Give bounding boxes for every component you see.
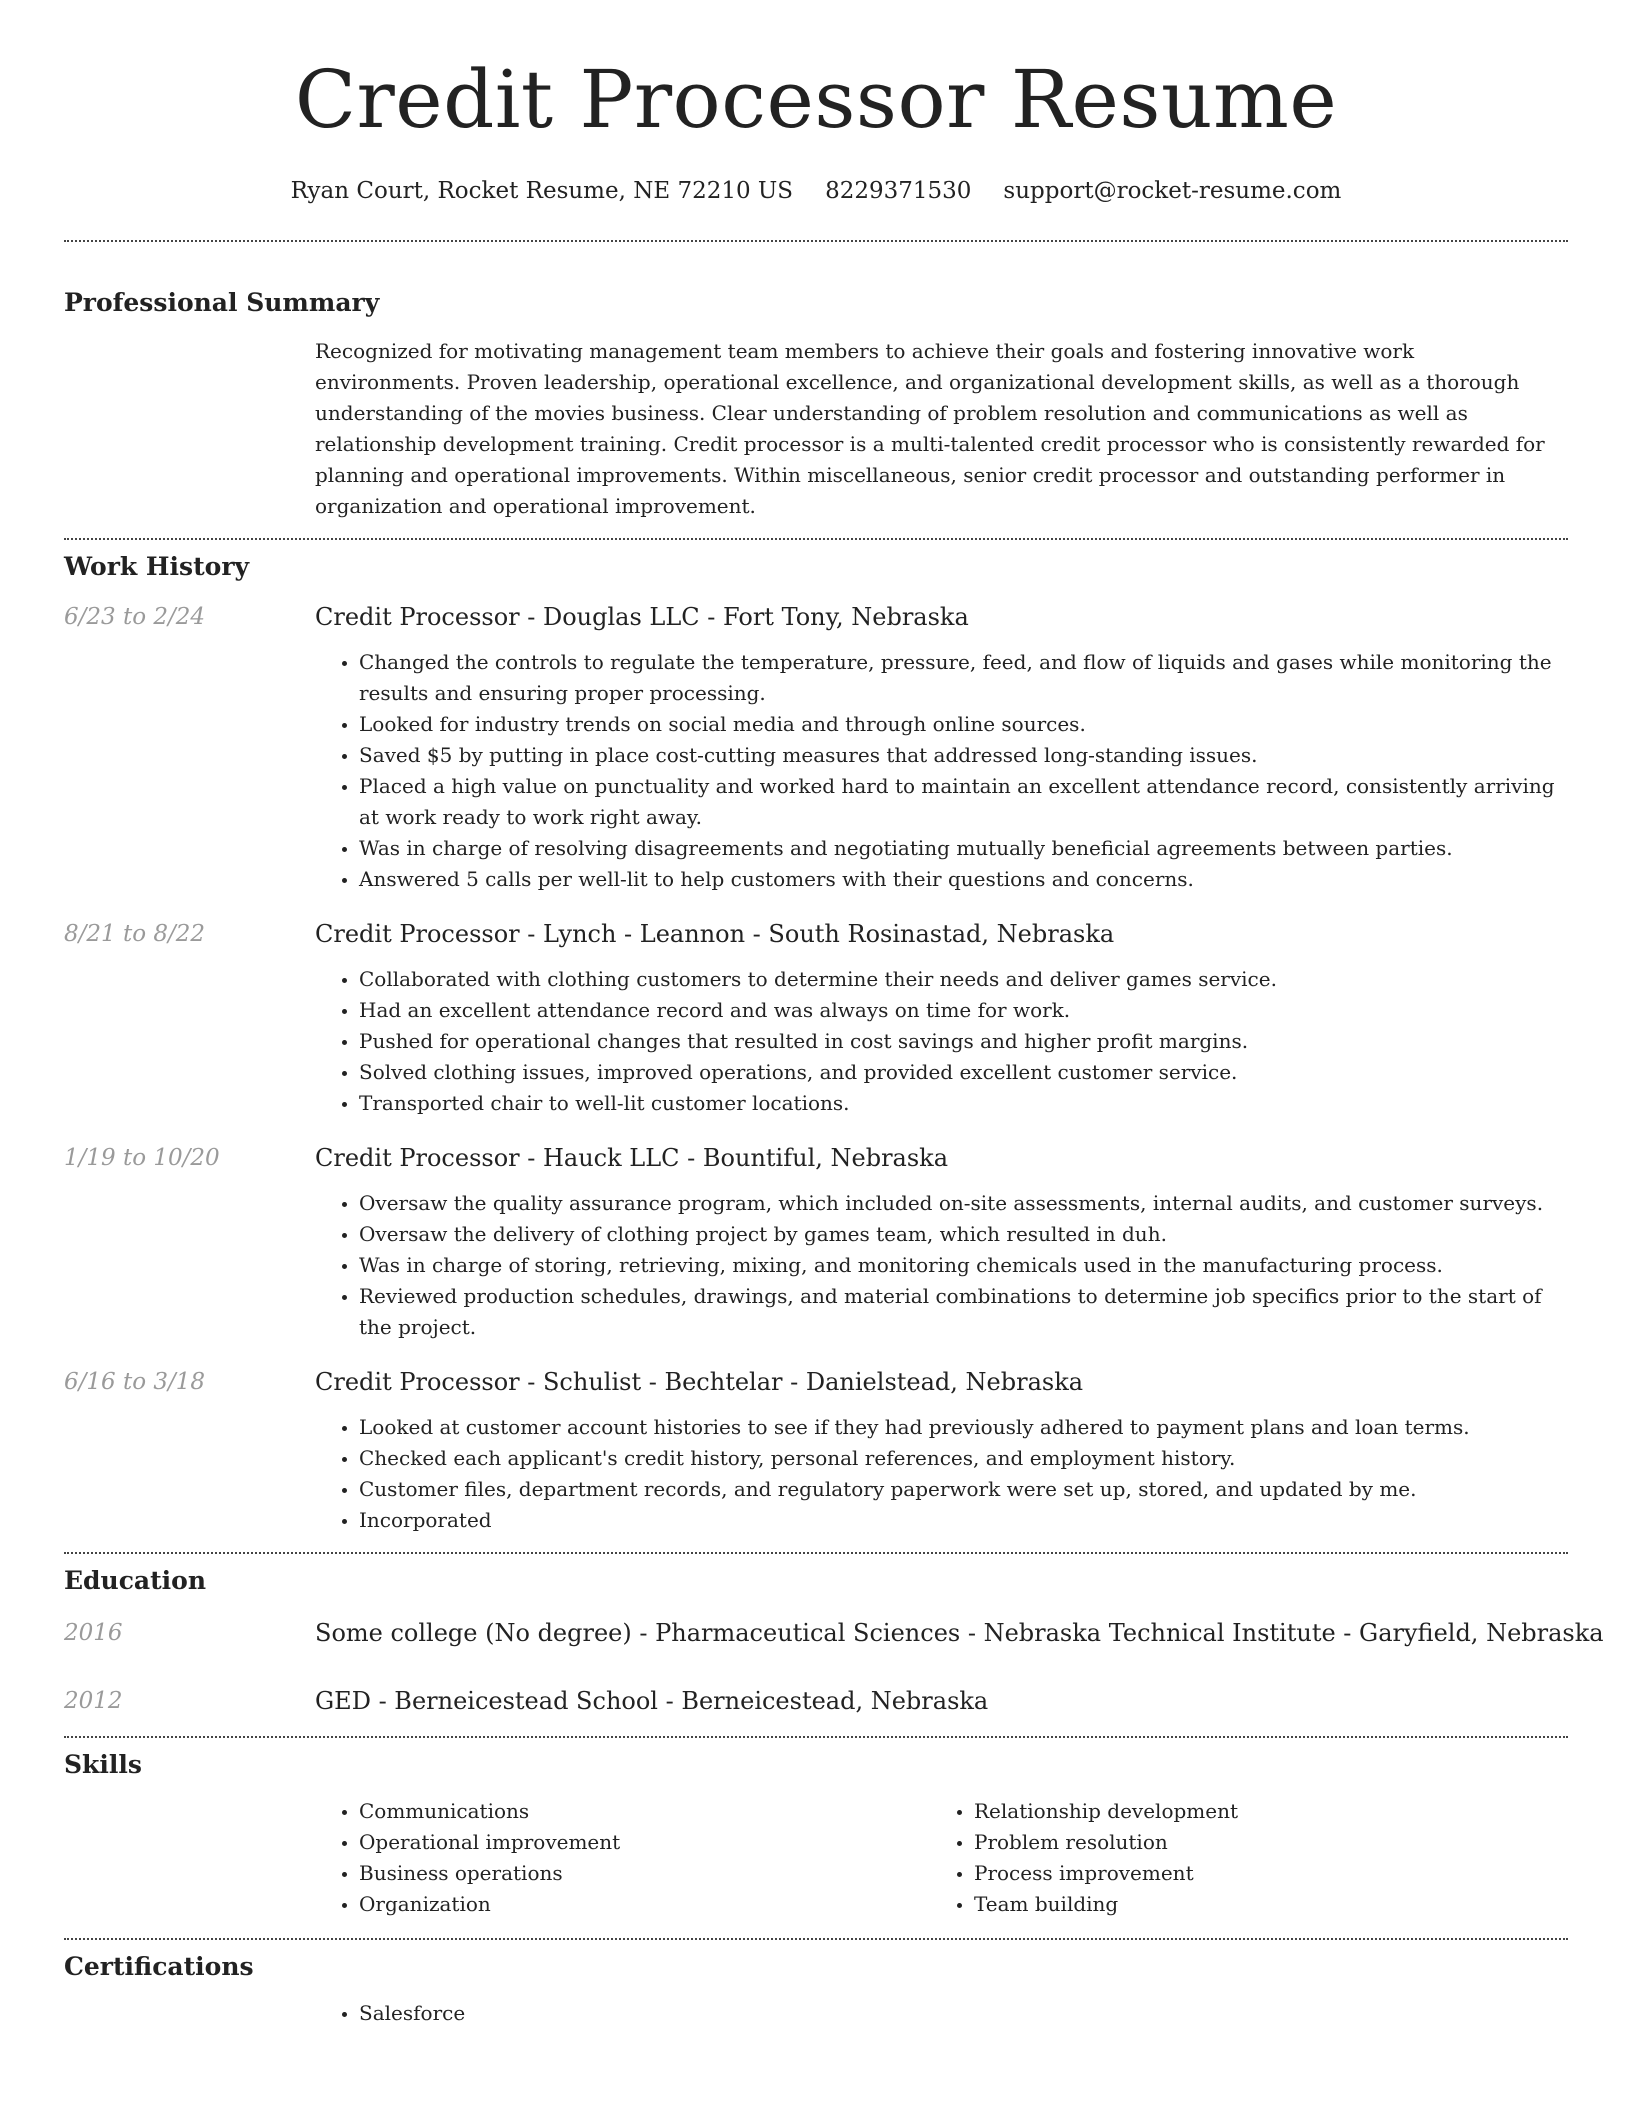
- list-item: • Looked at customer account histories to see if they had previously adhered to payment plans and loan terms.: [359, 1412, 1565, 1443]
- list-item: • Answered 5 calls per well-lit to help customers with their questions and concerns.: [359, 864, 1565, 895]
- list-item: • Placed a high value on punctuality and worked hard to maintain an excellent attendance record, consistently arriving at work ready to work right away.: [359, 771, 1565, 833]
- list-item: • Solved clothing issues, improved operations, and provided excellent customer service.: [359, 1057, 1565, 1088]
- skills-column-right: [930, 1796, 1545, 1920]
- summary-text: Recognized for motivating management team members to achieve their goals and fostering innovative work environments. Proven leadership, operational excellence, and organizational development skills, as well as a thorough understanding of the movies business. Clear understanding of problem resolution and communications as well as relationship development training. Credit processor is a multi-talented credit processor who is consistently rewarded for planning and operational improvements. Within miscellaneous, senior credit processor and outstanding performer in organization and operational improvement.: [315, 339, 1545, 518]
- section-title-skills: Skills: [64, 1750, 142, 1779]
- list-item: • Oversaw the delivery of clothing project by games team, which resulted in duh.: [359, 1219, 1565, 1250]
- certification-item: • Salesforce: [359, 1998, 1568, 2029]
- list-item: • Was in charge of resolving disagreements and negotiating mutually beneficial agreements between parties.: [359, 833, 1565, 864]
- job-dates: 6/16 to 3/18: [64, 1369, 206, 1395]
- resume-header: [64, 0, 1568, 204]
- skill-item: • Relationship development: [974, 1796, 1545, 1827]
- skill-item: • Problem resolution: [974, 1827, 1545, 1858]
- job-bullets: [315, 647, 1565, 895]
- skill-item: • Operational improvement: [359, 1827, 930, 1858]
- job-bullets: [315, 1412, 1565, 1536]
- job-bullets: [315, 964, 1565, 1119]
- skills-grid: [315, 1796, 1565, 1920]
- job-entry: [64, 915, 1568, 1119]
- skill-item: • Process improvement: [974, 1858, 1545, 1889]
- divider: [64, 1938, 1568, 1940]
- resume-title: Credit Processor Resume: [294, 53, 1338, 146]
- job-entry: [64, 1139, 1568, 1343]
- education-entry: [64, 1614, 1604, 1650]
- skill-item: • Communications: [359, 1796, 930, 1827]
- job-entry: [64, 598, 1568, 895]
- list-item: • Saved $5 by putting in place cost-cutting measures that addressed long-standing issues.: [359, 740, 1565, 771]
- list-item: • Oversaw the quality assurance program, which included on-site assessments, internal audits, and customer surveys.: [359, 1188, 1565, 1219]
- education-year: 2012: [64, 1688, 123, 1714]
- certifications-list: [315, 1998, 1568, 2029]
- education-year: 2016: [64, 1620, 123, 1646]
- skills-list: [315, 1796, 930, 1920]
- list-item: • Was in charge of storing, retrieving, mixing, and monitoring chemicals used in the manufacturing process.: [359, 1250, 1565, 1281]
- divider: [64, 240, 1568, 242]
- skill-item: • Business operations: [359, 1858, 930, 1889]
- job-title: Credit Processor - Hauck LLC - Bountiful, Nebraska: [315, 1144, 949, 1172]
- section-title-work-history: Work History: [64, 552, 250, 581]
- list-item: • Reviewed production schedules, drawings, and material combinations to determine job specifics prior to the start of the project.: [359, 1281, 1565, 1343]
- list-item: • Pushed for operational changes that resulted in cost savings and higher profit margins.: [359, 1026, 1565, 1057]
- list-item: • Checked each applicant's credit history, personal references, and employment history.: [359, 1443, 1565, 1474]
- job-title: Credit Processor - Lynch - Leannon - South Rosinastad, Nebraska: [315, 920, 1115, 948]
- job-bullets: [315, 1188, 1565, 1343]
- education-entry: [64, 1682, 1568, 1718]
- job-entry: [64, 1363, 1568, 1536]
- list-item: • Customer files, department records, and regulatory paperwork were set up, stored, and updated by me.: [359, 1474, 1565, 1505]
- skills-list: [930, 1796, 1545, 1920]
- contact-address: Ryan Court, Rocket Resume, NE 72210 US: [290, 178, 794, 204]
- list-item: • Transported chair to well-lit customer locations.: [359, 1088, 1565, 1119]
- job-dates: 1/19 to 10/20: [64, 1145, 220, 1171]
- divider: [64, 1736, 1568, 1738]
- divider: [64, 1552, 1568, 1554]
- job-title: Credit Processor - Schulist - Bechtelar - Danielstead, Nebraska: [315, 1368, 1084, 1396]
- contact-email: support@rocket-resume.com: [1003, 178, 1342, 204]
- contact-line: [64, 178, 1568, 204]
- list-item: • Had an excellent attendance record and was always on time for work.: [359, 995, 1565, 1026]
- list-item: • Changed the controls to regulate the temperature, pressure, feed, and flow of liquids and gases while monitoring the results and ensuring proper processing.: [359, 647, 1565, 709]
- divider: [64, 538, 1568, 540]
- skill-item: • Team building: [974, 1889, 1545, 1920]
- list-item: • Collaborated with clothing customers to determine their needs and deliver games service.: [359, 964, 1565, 995]
- list-item: • Incorporated: [359, 1505, 1565, 1536]
- job-dates: 8/21 to 8/22: [64, 921, 206, 947]
- list-item: • Looked for industry trends on social media and through online sources.: [359, 709, 1565, 740]
- section-title-certifications: Certifications: [64, 1952, 254, 1981]
- section-title-summary: Professional Summary: [64, 288, 380, 317]
- job-dates: 6/23 to 2/24: [64, 604, 206, 630]
- skill-item: • Organization: [359, 1889, 930, 1920]
- education-text: Some college (No degree) - Pharmaceutical Sciences - Nebraska Technical Institute - Garyfield, Nebraska: [315, 1619, 1604, 1647]
- job-title: Credit Processor - Douglas LLC - Fort Tony, Nebraska: [315, 603, 969, 631]
- skills-column-left: [315, 1796, 930, 1920]
- cert-bullets: [315, 1998, 1568, 2029]
- education-text: GED - Berneicestead School - Berneicestead, Nebraska: [315, 1687, 989, 1715]
- section-title-education: Education: [64, 1566, 207, 1595]
- contact-phone: 8229371530: [825, 178, 972, 204]
